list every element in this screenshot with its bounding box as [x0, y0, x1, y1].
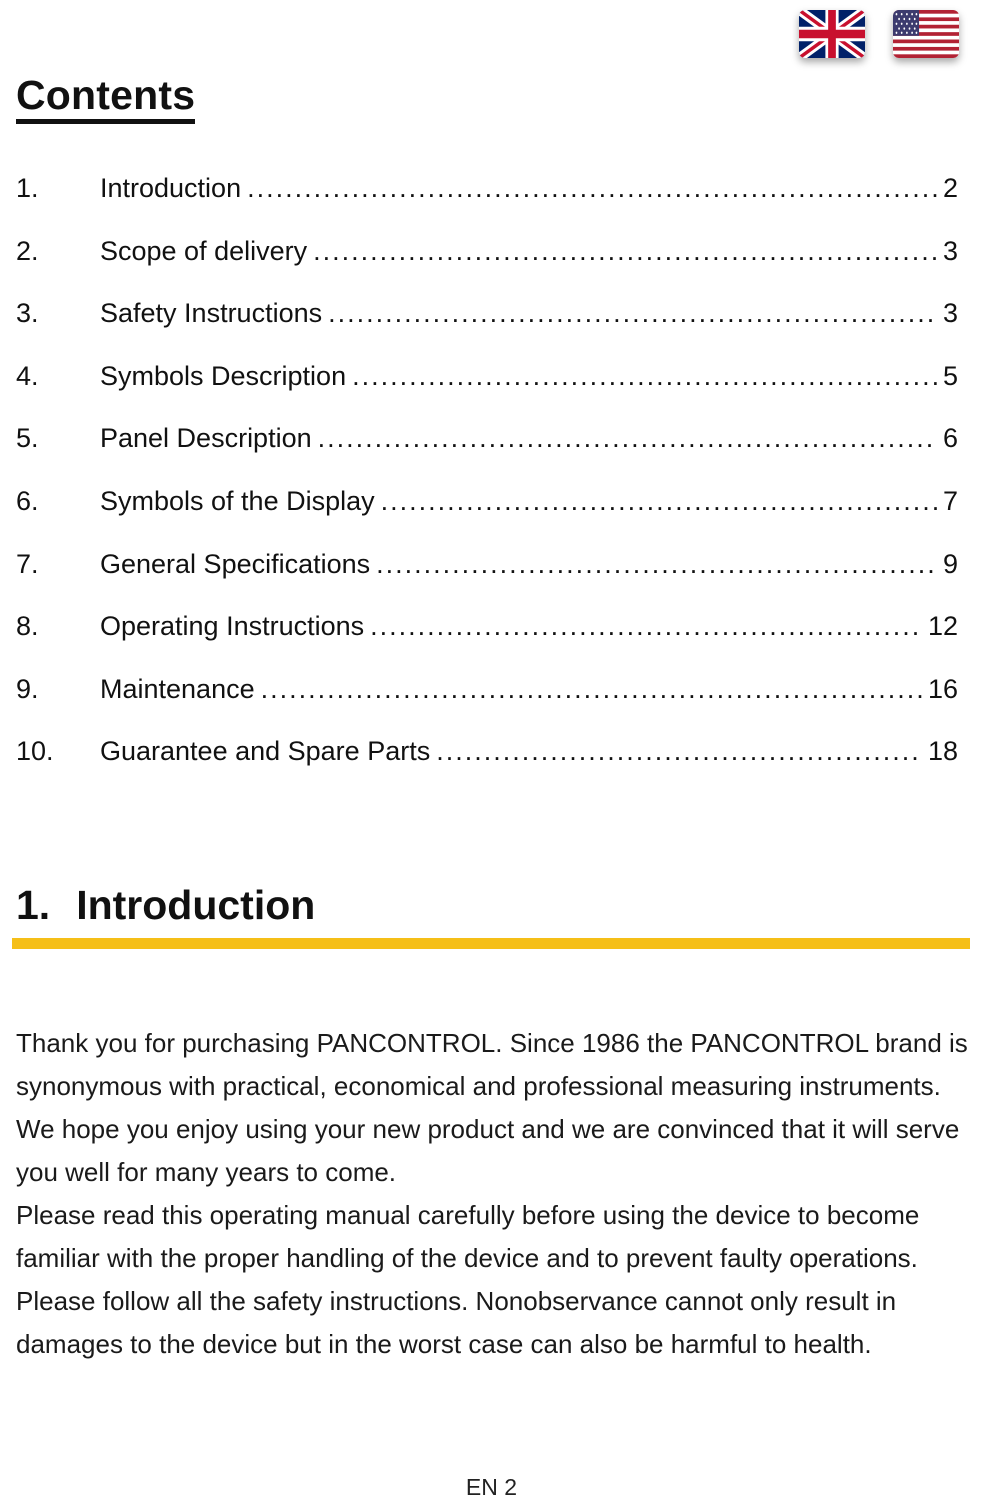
toc-item-page: 2 — [942, 173, 958, 203]
toc-item-number: 5. — [16, 423, 39, 454]
toc-item-number: 8. — [16, 611, 39, 642]
toc-leader-dots — [376, 538, 937, 590]
toc-item-title: Scope of delivery — [100, 235, 308, 266]
toc-item-number: 7. — [16, 548, 39, 579]
language-flags — [799, 10, 959, 58]
toc-item-page: 7 — [942, 485, 958, 516]
toc-item-page: 18 — [927, 736, 958, 767]
toc-item-page: 6 — [942, 423, 958, 454]
toc-leader-dots — [352, 350, 937, 402]
toc-item-title: Maintenance — [100, 673, 255, 704]
toc-item-page: 9 — [942, 548, 958, 579]
toc-item-number: 9. — [16, 673, 39, 704]
toc-item-number: 6. — [16, 485, 39, 516]
toc-item-safety-instructions[interactable] — [16, 287, 958, 350]
toc-item-title: Operating Instructions — [100, 611, 365, 642]
toc-item-title: Symbols of the Display — [100, 485, 375, 516]
toc-item-title: General Specifications — [100, 548, 371, 579]
toc-item-number: 2. — [16, 235, 39, 266]
toc-item-page: 3 — [942, 298, 958, 329]
toc-item-title: Panel Description — [100, 423, 312, 454]
toc-item-symbols-of-the-display[interactable] — [16, 475, 958, 538]
us-flag-icon[interactable] — [893, 10, 959, 58]
toc-item-page: 12 — [927, 611, 958, 642]
toc-leader-dots — [328, 287, 937, 339]
toc-item-number: 4. — [16, 360, 39, 391]
toc-item-title: Safety Instructions — [100, 298, 323, 329]
toc-item-title: Introduction — [100, 173, 242, 203]
contents-title: Contents — [16, 72, 195, 124]
toc-item-guarantee-and-spare-parts[interactable] — [16, 725, 958, 788]
introduction-body — [16, 1022, 968, 1366]
toc-item-scope-of-delivery[interactable] — [16, 225, 958, 288]
uk-flag-icon[interactable] — [799, 10, 865, 58]
section-title: Introduction — [76, 882, 316, 928]
section-divider — [12, 938, 970, 949]
page-number: EN 2 — [465, 1474, 518, 1500]
toc-item-title: Symbols Description — [100, 360, 347, 391]
toc-leader-dots — [381, 475, 937, 527]
toc-item-panel-description[interactable] — [16, 412, 958, 475]
toc-item-maintenance[interactable] — [16, 663, 958, 726]
section-heading-introduction — [16, 876, 315, 934]
table-of-contents — [16, 162, 958, 788]
toc-item-page: 3 — [942, 235, 958, 266]
toc-item-number: 1. — [16, 173, 39, 203]
toc-item-operating-instructions[interactable] — [16, 600, 958, 663]
toc-item-general-specifications[interactable] — [16, 538, 958, 601]
toc-item-number: 3. — [16, 298, 39, 329]
toc-leader-dots — [370, 600, 922, 652]
toc-item-title: Guarantee and Spare Parts — [100, 736, 431, 767]
toc-leader-dots — [247, 162, 937, 214]
toc-item-introduction[interactable] — [16, 162, 958, 225]
toc-leader-dots — [261, 663, 922, 715]
toc-item-page: 5 — [942, 360, 958, 391]
toc-item-page: 16 — [927, 673, 958, 704]
toc-item-symbols-description[interactable] — [16, 350, 958, 413]
section-number: 1. — [16, 882, 51, 928]
toc-leader-dots — [436, 725, 922, 777]
toc-leader-dots — [313, 225, 937, 277]
intro-paragraph: Thank you for purchasing PANCONTROL. Since 1986 the PANCONTROL brand is synonymous with practical, economical and professional measuring instruments. We hope you enjoy using your new product and we are convinced that it will serve you well for many years to come. — [16, 1028, 968, 1187]
intro-paragraph: Please read this operating manual carefully before using the device to become familiar with the proper handling of the device and to prevent faulty operations. Please follow all the safety instructions. Nonobservance cannot only result in damages to the device but in the worst case can also be harmful to health. — [16, 1200, 920, 1359]
toc-leader-dots — [318, 412, 937, 464]
toc-item-number: 10. — [16, 736, 54, 767]
